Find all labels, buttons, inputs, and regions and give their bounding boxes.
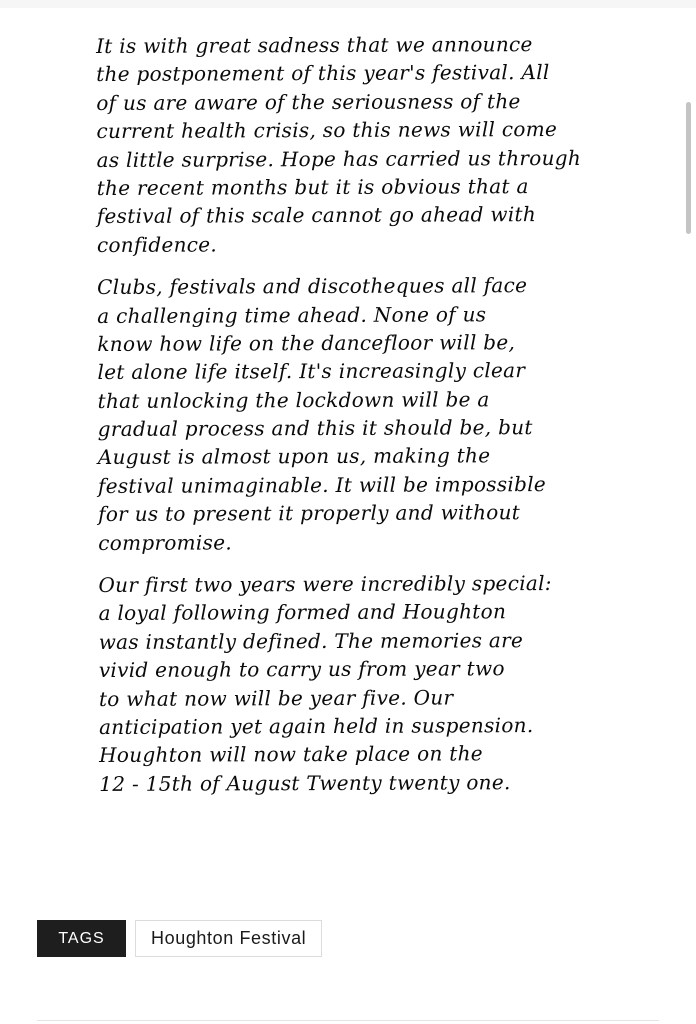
letter-line: let alone life itself. It's increasingly clear — [97, 358, 526, 385]
page-scrollbar[interactable] — [682, 8, 696, 1024]
letter-paragraph-3 — [98, 569, 615, 798]
letter-line: was instantly defined. The memories are — [98, 627, 524, 654]
letter-line: festival of this scale cannot go ahead with — [96, 202, 537, 229]
letter-line: that unlocking the lockdown will be a — [97, 386, 490, 413]
letter-line: compromise. — [98, 530, 233, 555]
letter-line: Clubs, festivals and discotheques all face — [97, 273, 528, 300]
letter-line: know how life on the dancefloor will be, — [97, 330, 516, 356]
letter-line: August is almost upon us, making the — [97, 443, 491, 470]
letter-paragraph-2 — [97, 271, 614, 557]
letter-line: gradual process and this it should be, but — [97, 415, 533, 442]
letter-line: Houghton will now take place on the — [99, 741, 483, 768]
letter-line: a challenging time ahead. None of us — [97, 301, 487, 328]
scrollbar-thumb[interactable] — [686, 102, 691, 234]
letter-line: the postponement of this year's festival. All — [96, 60, 550, 87]
letter-line: a loyal following formed and Houghton — [98, 599, 507, 626]
handwritten-letter — [96, 30, 615, 798]
letter-line: vivid enough to carry us from year two — [98, 656, 505, 683]
letter-line: 12 - 15th of August Twenty twenty one. — [99, 769, 511, 796]
letter-line: current health crisis, so this news will come — [96, 117, 558, 144]
letter-line: It is with great sadness that we announce — [96, 32, 533, 58]
top-strip — [0, 0, 696, 8]
letter-line: of us are aware of the seriousness of the — [96, 88, 521, 115]
tags-row — [37, 920, 322, 957]
divider — [37, 1020, 659, 1021]
tags-label: TAGS — [37, 920, 126, 957]
letter-line: as little surprise. Hope has carried us through — [96, 145, 582, 172]
letter-line: confidence. — [96, 232, 218, 257]
letter-line: anticipation yet again held in suspension. — [98, 713, 534, 739]
letter-line: festival unimaginable. It will be impossible — [97, 471, 547, 498]
letter-line: the recent months but it is obvious that a — [96, 174, 529, 200]
letter-line: to what now will be year five. Our — [98, 685, 454, 711]
letter-line: Our first two years were incredibly special: — [98, 571, 552, 598]
tag-houghton-festival[interactable]: Houghton Festival — [135, 920, 322, 957]
letter-paragraph-1 — [96, 30, 613, 259]
letter-line: for us to present it properly and without — [98, 500, 521, 527]
